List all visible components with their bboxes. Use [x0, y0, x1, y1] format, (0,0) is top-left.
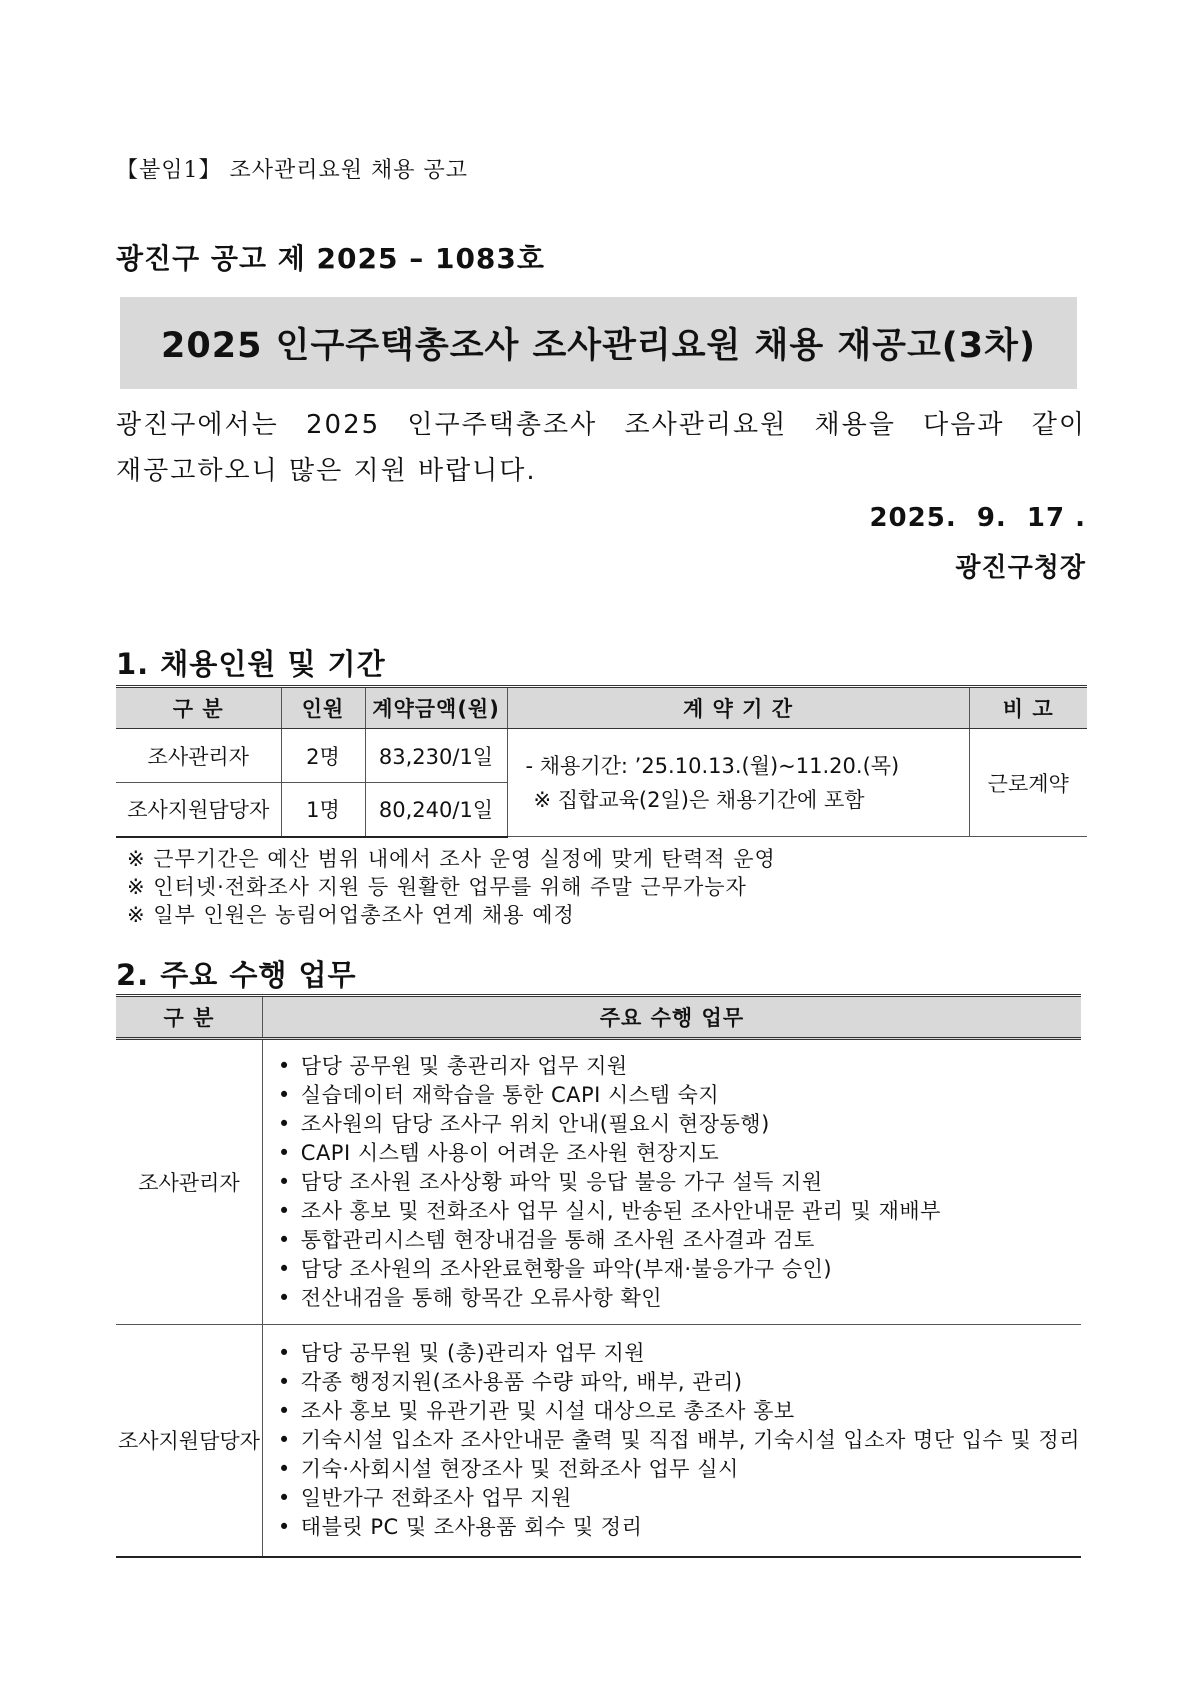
attachment-label: 【붙임1】 조사관리요원 채용 공고: [116, 158, 469, 183]
list-item: • 담당 공무원 및 총관리자 업무 지원: [278, 1052, 1080, 1081]
section1-notes: [127, 845, 776, 929]
table-row: [116, 1039, 1081, 1325]
row-category: 조사관리자: [116, 1039, 262, 1325]
remark-cell: 근로계약: [969, 729, 1087, 837]
row-category: 조사관리자: [116, 729, 281, 783]
header-period: 계 약 기 간: [507, 687, 969, 729]
list-item: • 각종 행정지원(조사용품 수량 파악, 배부, 관리): [278, 1368, 1080, 1397]
notice-number: 광진구 공고 제 2025 – 1083호: [116, 242, 545, 275]
duties-list: [264, 1329, 1080, 1552]
list-item: • 담당 조사원 조사상황 파악 및 응답 불응 가구 설득 지원: [278, 1168, 1080, 1197]
issuer: 광진구청장: [955, 553, 1086, 583]
note-item: ※ 근무기간은 예산 범위 내에서 조사 운영 실정에 맞게 탄력적 운영: [127, 847, 776, 871]
row-category: 조사지원담당자: [116, 783, 281, 837]
table-row: [116, 729, 1087, 783]
section2-heading: 2. 주요 수행 업무: [116, 958, 357, 992]
table-header-row: [116, 996, 1081, 1039]
list-item: • 전산내검을 통해 항목간 오류사항 확인: [278, 1284, 1080, 1313]
header-duties: 주요 수행 업무: [262, 996, 1081, 1039]
row-count: 1명: [281, 783, 365, 837]
title-banner: [120, 297, 1077, 389]
table-header-row: [116, 687, 1087, 729]
list-item: • 실습데이터 재학습을 통한 CAPI 시스템 숙지: [278, 1081, 1080, 1110]
list-item: • 기숙·사회시설 현장조사 및 전화조사 업무 실시: [278, 1455, 1080, 1484]
row-amount: 80,240/1일: [365, 783, 507, 837]
list-item: • 태블릿 PC 및 조사용품 회수 및 정리: [278, 1513, 1080, 1542]
list-item: • 조사 홍보 및 전화조사 업무 실시, 반송된 조사안내문 관리 및 재배부: [278, 1197, 1080, 1226]
note-item: ※ 일부 인원은 농림어업총조사 연계 채용 예정: [127, 903, 575, 927]
list-item: • 기숙시설 입소자 조사안내문 출력 및 직접 배부, 기숙시설 입소자 명단 입수 및 정리: [278, 1426, 1080, 1455]
row-count: 2명: [281, 729, 365, 783]
list-item: • 조사원의 담당 조사구 위치 안내(필요시 현장동행): [278, 1110, 1080, 1139]
period-line-1: - 채용기간: ’25.10.13.(월)~11.20.(목): [525, 753, 900, 778]
duties-table: [116, 994, 1081, 1558]
intro-line-2: 재공고하오니 많은 지원 바랍니다.: [116, 456, 537, 486]
duties-cell: [262, 1039, 1081, 1325]
header-category: 구 분: [116, 996, 262, 1039]
list-item: • 담당 공무원 및 (총)관리자 업무 지원: [278, 1339, 1080, 1368]
recruitment-table: [116, 685, 1087, 838]
list-item: • 담당 조사원의 조사완료현황을 파악(부재·불응가구 승인): [278, 1255, 1080, 1284]
contract-period: [507, 729, 969, 837]
duties-list: [264, 1042, 1080, 1323]
period-line-2: ※ 집합교육(2일)은 채용기간에 포함: [533, 787, 865, 812]
list-item: • 일반가구 전화조사 업무 지원: [278, 1484, 1080, 1513]
row-category: 조사지원담당자: [116, 1325, 262, 1557]
row-amount: 83,230/1일: [365, 729, 507, 783]
intro-line-1: 광진구에서는 2025 인구주택총조사 조사관리요원 채용을 다음과 같이: [116, 410, 1086, 440]
header-amount: 계약금액(원): [365, 687, 507, 729]
header-count: 인원: [281, 687, 365, 729]
duties-cell: [262, 1325, 1081, 1557]
table-row: [116, 1325, 1081, 1557]
page-title: 2025 인구주택총조사 조사관리요원 채용 재공고(3차): [161, 326, 1036, 366]
header-category: 구 분: [116, 687, 281, 729]
notice-date: 2025. 9. 17 .: [869, 503, 1086, 533]
list-item: • 조사 홍보 및 유관기관 및 시설 대상으로 총조사 홍보: [278, 1397, 1080, 1426]
section1-heading: 1. 채용인원 및 기간: [116, 647, 386, 681]
list-item: • CAPI 시스템 사용이 어려운 조사원 현장지도: [278, 1139, 1080, 1168]
note-item: ※ 인터넷·전화조사 지원 등 원활한 업무를 위해 주말 근무가능자: [127, 875, 747, 899]
header-remark: 비 고: [969, 687, 1087, 729]
list-item: • 통합관리시스템 현장내검을 통해 조사원 조사결과 검토: [278, 1226, 1080, 1255]
